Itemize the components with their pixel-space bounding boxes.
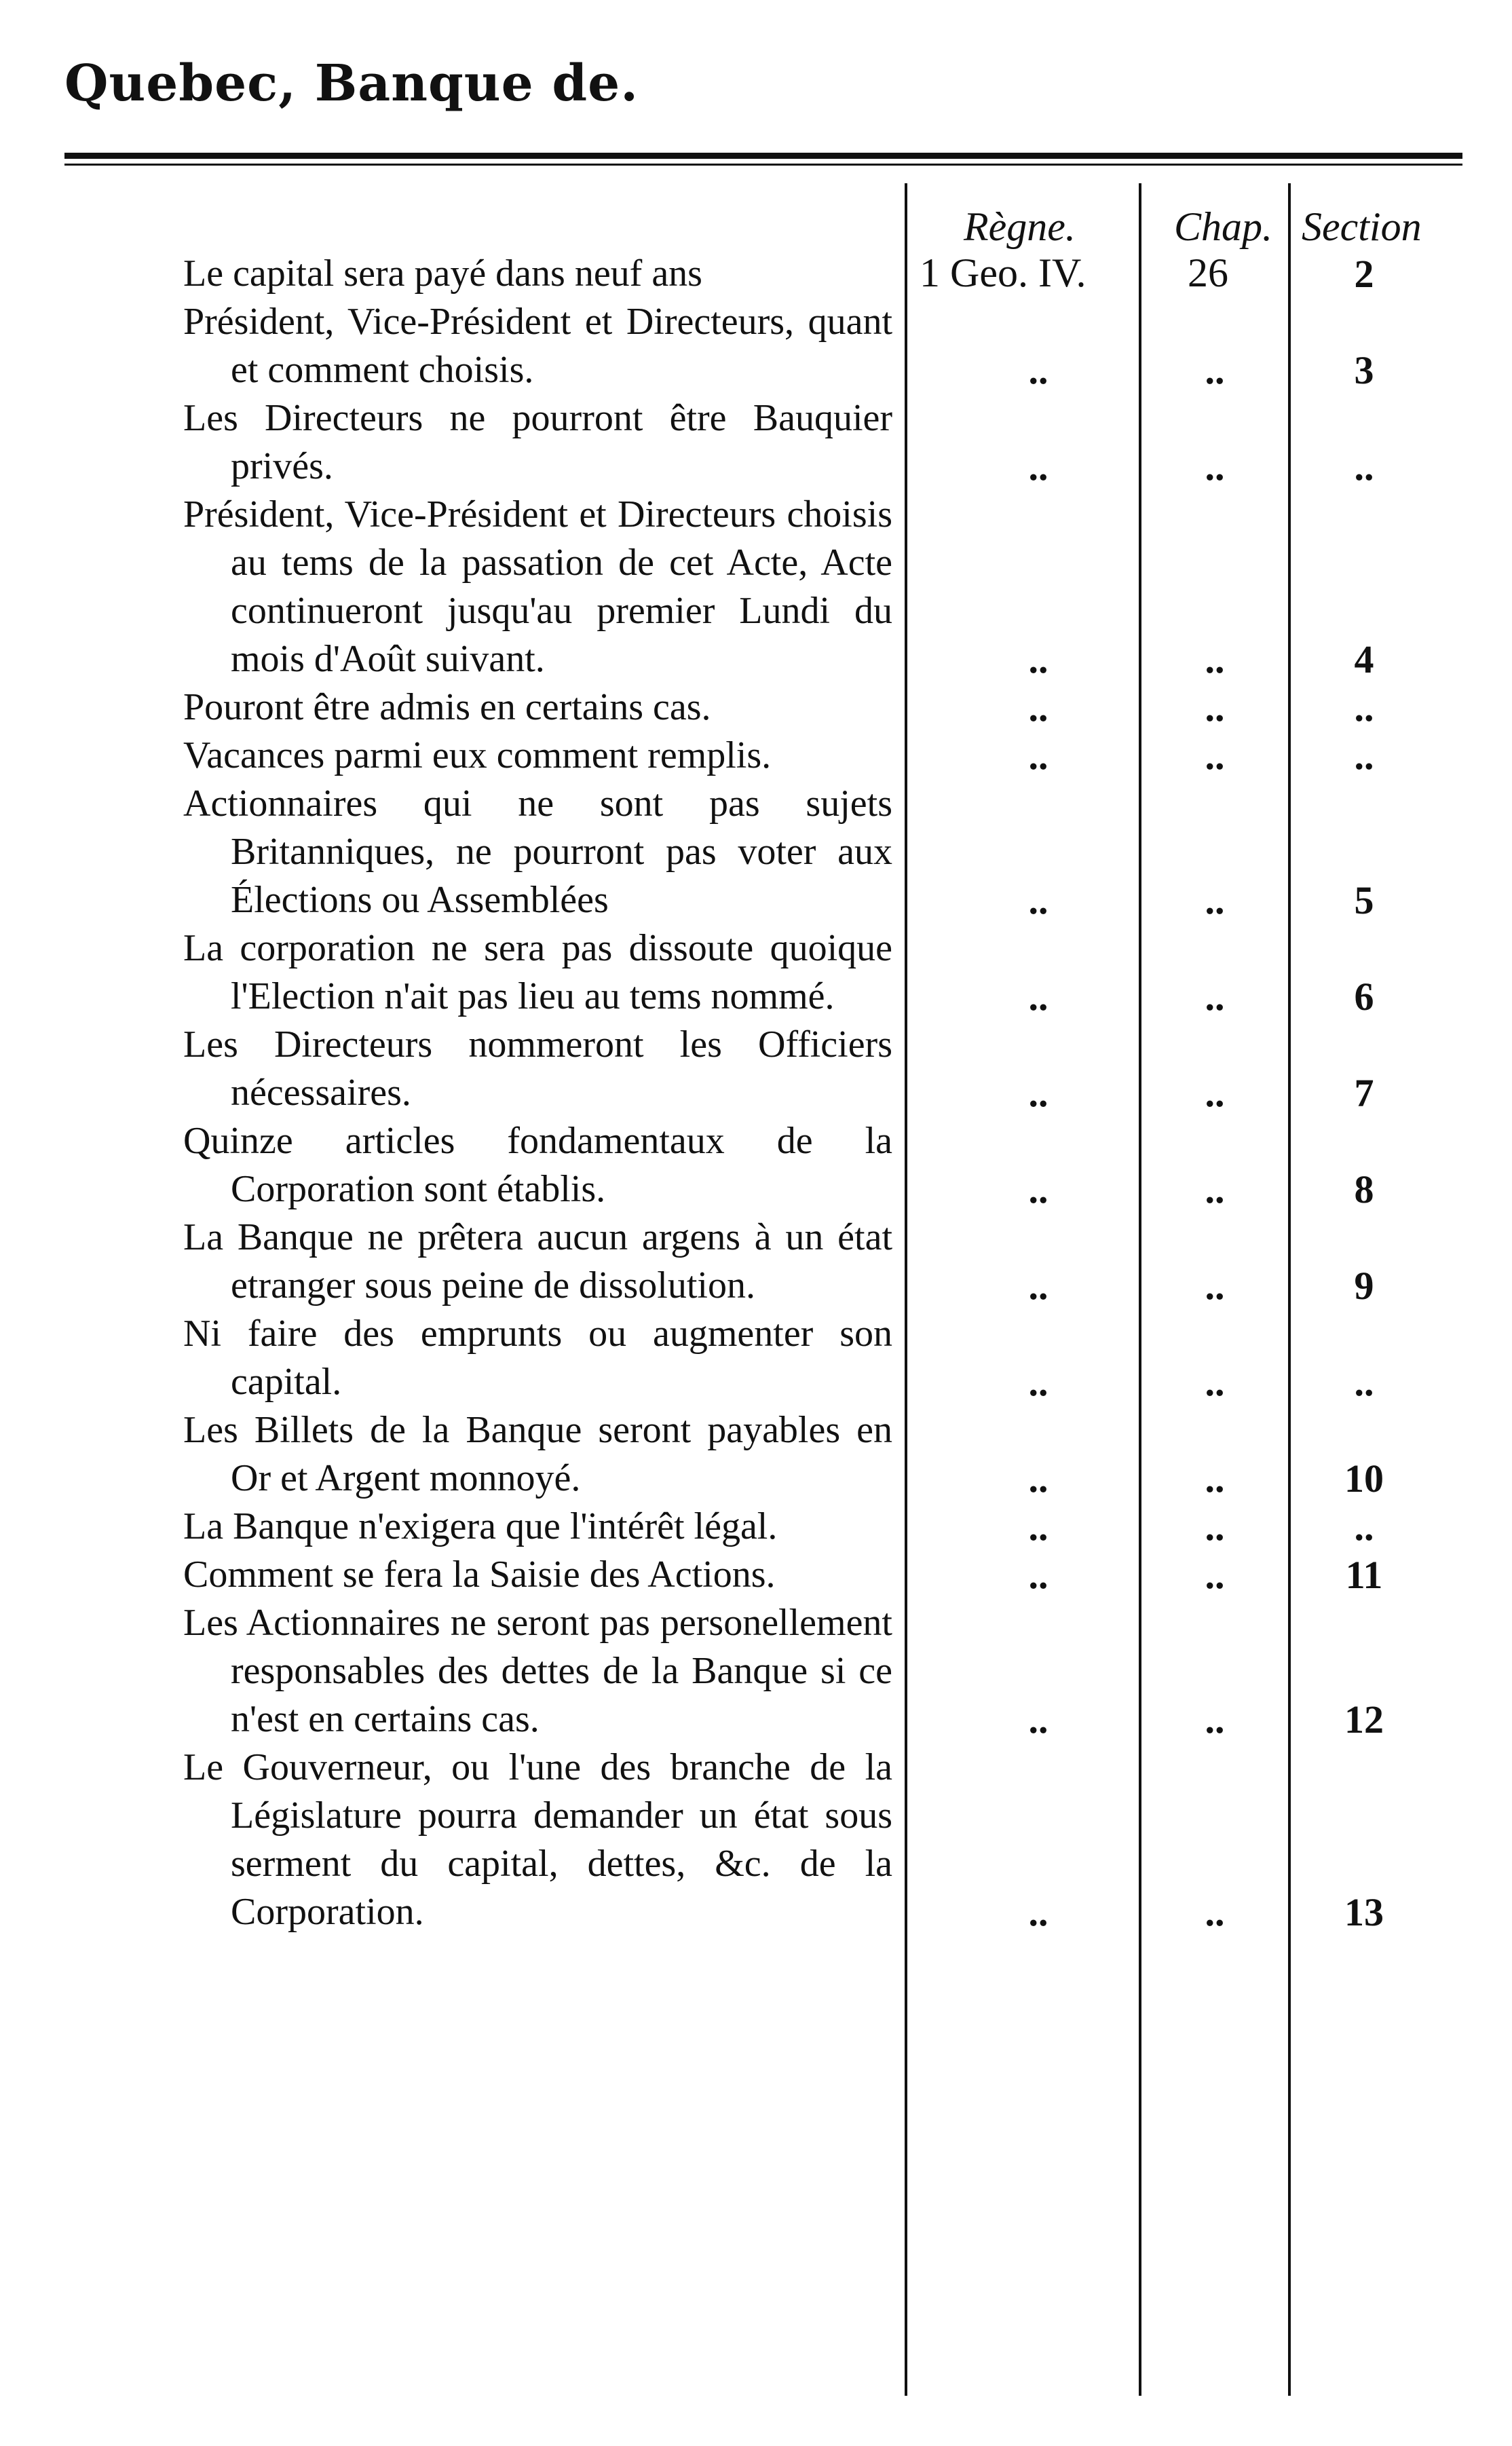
entry-row [183,732,1473,780]
entry-chap: .. [1205,1456,1225,1501]
entry-regne: .. [1028,1264,1048,1308]
entry-text: Les Actionnaires ne seront pas personellement responsables des dettes de la Banque si ce n'est en certains cas. [183,1602,892,1740]
entry-regne: .. [1028,1360,1048,1404]
entry-section: .. [1354,734,1374,778]
entry-chap: .. [1205,348,1225,392]
entry-chap: .. [1205,445,1225,489]
page-header [64,41,1435,156]
entry-regne: .. [1028,878,1048,922]
entry-regne: .. [1028,637,1048,681]
entry-regne: .. [1028,1697,1048,1742]
entry-text: Les Billets de la Banque seront payables en Or et Argent monnoyé. [183,1409,892,1499]
entry-section: 7 [1354,1071,1374,1115]
entry-chap: .. [1205,734,1225,778]
entry-text: Pouront être admis en certains cas. [183,686,711,728]
header-rule-thick [64,153,1462,159]
entry-regne: .. [1028,1456,1048,1501]
entry-regne: .. [1028,975,1048,1019]
entry-list [183,250,1473,1936]
entry-row [183,780,1473,924]
entry-text: Actionnaires qui ne sont pas sujets Britanniques, ne pourront pas voter aux Élections ou Assemblées [183,783,892,921]
entry-row [183,491,1473,683]
page-title: Quebec, Banque de. [64,54,639,113]
entry-section: .. [1354,1360,1374,1404]
entry-text: La Banque n'exigera que l'intérêt légal. [183,1505,778,1547]
entry-chap: .. [1205,637,1225,681]
entry-regne: .. [1028,1505,1048,1549]
entry-section: .. [1354,1505,1374,1549]
entry-section: 13 [1344,1890,1384,1934]
entry-row [183,250,1473,298]
entry-section: .. [1354,685,1374,730]
entry-section: .. [1354,445,1374,489]
entry-row [183,924,1473,1021]
entry-text: La Banque ne prêtera aucun argens à un état etranger sous peine de dissolution. [183,1216,892,1306]
column-header-chap: Chap. [1174,204,1273,249]
entry-row [183,1213,1473,1310]
entry-row [183,1599,1473,1744]
first-row-chap: 26 [1188,250,1228,295]
entry-chap: .. [1205,1167,1225,1211]
entry-regne: .. [1028,734,1048,778]
entry-row [183,394,1473,491]
entry-regne: .. [1028,685,1048,730]
entry-section: 10 [1344,1456,1384,1501]
entry-text: Président, Vice-Président et Directeurs, quant et comment choisis. [183,301,892,391]
entry-section: 5 [1354,878,1374,922]
entry-chap: .. [1205,1553,1225,1597]
entry-regne: .. [1028,348,1048,392]
entry-section: 11 [1345,1553,1383,1597]
entry-row [183,1021,1473,1117]
entry-row [183,1117,1473,1213]
entry-text: Vacances parmi eux comment remplis. [183,734,772,776]
header-rule-thin [64,164,1462,166]
entry-regne: .. [1028,1071,1048,1115]
entry-section: 9 [1354,1264,1374,1308]
entry-row [183,683,1473,732]
entry-regne: .. [1028,1890,1048,1934]
entry-text: Le Gouverneur, ou l'une des branche de la Législature pourra demander un état sous serment du capital, dettes, &c. de la Corporation. [183,1746,892,1933]
entry-row [183,1503,1473,1551]
entry-chap: .. [1205,1071,1225,1115]
entry-row [183,1744,1473,1936]
entry-section: 4 [1354,637,1374,681]
entry-text: Ni faire des emprunts ou augmenter son capital. [183,1313,892,1403]
entry-chap: .. [1205,1890,1225,1934]
entry-text: Le capital sera payé dans neuf ans [183,252,702,295]
entry-section: 8 [1354,1167,1374,1211]
column-header-section: Section [1302,204,1422,249]
entry-chap: .. [1205,1264,1225,1308]
entry-section: 6 [1354,975,1374,1019]
entry-row [183,1406,1473,1503]
entry-chap: .. [1205,1697,1225,1742]
entry-chap: .. [1205,975,1225,1019]
index-table [183,183,1473,2409]
entry-chap: .. [1205,1505,1225,1549]
first-row-regne: 1 Geo. IV. [920,250,1086,295]
entry-text: Les Directeurs nommeront les Officiers nécessaires. [183,1023,892,1114]
entry-chap: .. [1205,1360,1225,1404]
entry-text: Président, Vice-Président et Directeurs choisis au tems de la passation de cet Acte, Acte continueront jusqu'au premier Lundi du mois d'Août suivant. [183,493,892,680]
entry-text: Quinze articles fondamentaux de la Corporation sont établis. [183,1120,892,1210]
entry-regne: .. [1028,1553,1048,1597]
entry-text: La corporation ne sera pas dissoute quoique l'Election n'ait pas lieu au tems nommé. [183,927,892,1017]
entry-regne: .. [1028,1167,1048,1211]
entry-row [183,298,1473,394]
column-header-regne: Règne. [964,204,1076,249]
entry-row [183,1310,1473,1406]
entry-section: 12 [1344,1697,1384,1742]
entry-text: Les Directeurs ne pourront être Bauquier privés. [183,397,892,487]
entry-regne: .. [1028,445,1048,489]
entry-section: 2 [1354,252,1374,296]
entry-section: 3 [1354,348,1374,392]
entry-chap: .. [1205,878,1225,922]
entry-text: Comment se fera la Saisie des Actions. [183,1554,776,1596]
entry-row [183,1551,1473,1599]
entry-chap: .. [1205,685,1225,730]
